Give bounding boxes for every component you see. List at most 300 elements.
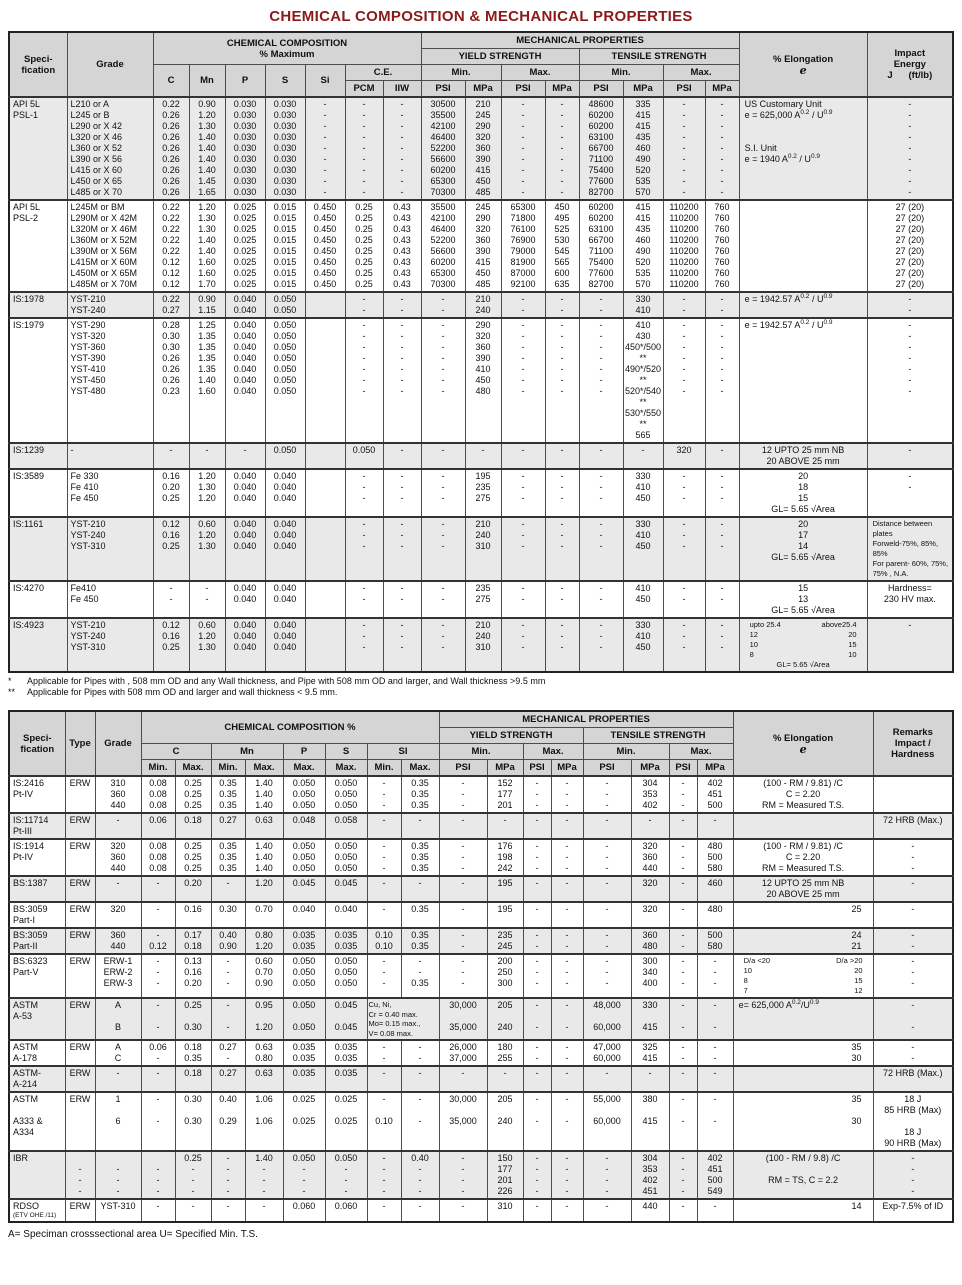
cell-ts_max_mpa: - -: [697, 1040, 733, 1066]
cell-grades: -: [95, 813, 141, 839]
cell-specification: BS:3059 Part-II: [9, 928, 65, 954]
cell-ys_max_mpa: - -: [551, 1040, 583, 1066]
cell-ys_min_mpa: 200 250 300: [487, 954, 523, 998]
cell-ts_max_mpa: - -: [697, 998, 733, 1040]
page-footer: A= Speciman crosssectional area U= Specified Min. T.S.: [8, 1229, 258, 1240]
cell-ys_max_mpa: -: [551, 902, 583, 928]
cell-ts_min_psi: 48,000 60,000: [583, 998, 631, 1040]
cell-mn_min: - -: [211, 998, 245, 1040]
cell-ys_min_mpa: 180 255: [487, 1040, 523, 1066]
cell-impact: - - - - - - - - -: [867, 97, 953, 200]
cell-ts_max_mpa: 402 451 500 549: [697, 1151, 733, 1199]
th-si: Si: [305, 65, 345, 98]
cell-ts_min_mpa: 320: [631, 902, 669, 928]
cell-pcm: - - - - - - - - -: [345, 97, 383, 200]
table-row: [9, 902, 953, 928]
cell-ys_max_mpa: -: [551, 1199, 583, 1222]
cell-si_min: - -: [367, 1040, 401, 1066]
cell-p_max: 0.045: [283, 876, 325, 902]
cell-c_min: -: [141, 876, 175, 902]
cell-elongation: e= 625,000 $A^{0.2}/U^{0.9}$: [733, 998, 873, 1040]
cell-grades: YST-210 YST-240: [67, 292, 153, 318]
cell-ys_min_psi: - - - - - - -: [421, 318, 465, 443]
th-min: Min.: [211, 760, 245, 777]
cell-ts_max_psi: -: [669, 1066, 697, 1092]
cell-ts_min_psi: - - -: [579, 618, 623, 672]
th-mpa: MPa: [545, 81, 579, 98]
cell-remarks: - - -: [873, 839, 953, 876]
table-row: [9, 813, 953, 839]
cell-ys_min_mpa: 176 198 242: [487, 839, 523, 876]
cell-p_max: 0.035 0.035: [283, 1040, 325, 1066]
cell-ts_min_psi: -: [583, 902, 631, 928]
cell-elongation: 25: [733, 902, 873, 928]
cell-si: [305, 618, 345, 672]
cell-s_max: 0.050 0.050 0.050: [325, 954, 367, 998]
table-row: [9, 954, 953, 998]
cell-p_max: 0.060: [283, 1199, 325, 1222]
cell-p: 0.040 0.040 0.040: [225, 618, 265, 672]
table-row: [9, 581, 953, 618]
cell-elongation: 15 13 GL= 5.65 √Area: [739, 581, 867, 618]
page-title: CHEMICAL COMPOSITION & MECHANICAL PROPERTIES: [269, 8, 693, 25]
cell-ys_min_mpa: -: [487, 1066, 523, 1092]
cell-c: - -: [153, 581, 189, 618]
cell-specification: API 5L PSL-1: [9, 97, 67, 200]
cell-ts_min_psi: - - - - - - -: [579, 318, 623, 443]
cell-pcm: 0.050: [345, 443, 383, 469]
cell-ys_min_psi: - - -: [421, 469, 465, 517]
cell-ys_max_psi: - - -: [501, 517, 545, 581]
cell-ys_max_psi: 65300 71800 76100 76900 79000 81900 87000 92100: [501, 200, 545, 292]
cell-grades: - - -: [95, 1151, 141, 1199]
table-row: [9, 443, 953, 469]
cell-ys_max_mpa: - - -: [545, 469, 579, 517]
cell-ys_max_mpa: -: [551, 876, 583, 902]
cell-ts_max_psi: - -: [669, 998, 697, 1040]
cell-specification: IS:2416 Pt-IV: [9, 776, 65, 813]
cell-s: 0.015 0.015 0.015 0.015 0.015 0.015 0.015 0.015: [265, 200, 305, 292]
cell-p_max: 0.050 0.050 0.050: [283, 839, 325, 876]
cell-s: 0.040 0.040: [265, 581, 305, 618]
cell-pcm: - -: [345, 581, 383, 618]
cell-ys_min_psi: - - -: [439, 776, 487, 813]
cell-remarks: [873, 776, 953, 813]
cell-s_max: 0.040: [325, 902, 367, 928]
cell-mn: 1.20 1.30 1.20: [189, 469, 225, 517]
th-max: Max.: [245, 760, 283, 777]
cell-ts_min_psi: -: [583, 876, 631, 902]
cell-ts_min_mpa: 440: [631, 1199, 669, 1222]
cell-ys_max_mpa: -: [551, 1066, 583, 1092]
table-row: [9, 618, 953, 672]
cell-c_max: 0.25 0.25 0.25: [175, 839, 211, 876]
cell-specification: IS:1979: [9, 318, 67, 443]
cell-impact: -: [867, 443, 953, 469]
th-mechanical-properties: MECHANICAL PROPERTIES: [421, 32, 739, 49]
cell-type: ERW: [65, 1066, 95, 1092]
cell-ts_max_psi: 320: [663, 443, 705, 469]
footnote-mark: **: [8, 687, 16, 697]
cell-ys_max_psi: - - - - - - - - -: [501, 97, 545, 200]
cell-si_min: - 0.10: [367, 1092, 401, 1151]
cell-iiw: -: [383, 443, 421, 469]
cell-mn_max: 1.40 1.40 1.40: [245, 776, 283, 813]
cell-grades: ERW-1 ERW-2 ERW-3: [95, 954, 141, 998]
cell-ts_max_psi: -: [669, 813, 697, 839]
th-tensile-max: Max.: [663, 65, 739, 81]
cell-ts_max_mpa: - - -: [697, 954, 733, 998]
cell-remarks: - - -: [873, 954, 953, 998]
th-mpa: MPa: [705, 81, 739, 98]
cell-c_min: 0.06: [141, 813, 175, 839]
cell-ys_max_psi: - - -: [501, 618, 545, 672]
th-type: Type: [65, 711, 95, 776]
cell-c_min: - -: [141, 1092, 175, 1151]
cell-ys_max_psi: - - -: [523, 776, 551, 813]
cell-type: ERW: [65, 902, 95, 928]
table-row: [9, 517, 953, 581]
cell-ys_min_mpa: 210 240 310: [465, 517, 501, 581]
cell-s: 0.040 0.040 0.040: [265, 469, 305, 517]
cell-mn: 0.60 1.20 1.30: [189, 618, 225, 672]
cell-ys_max_psi: - - - -: [523, 1151, 551, 1199]
cell-ys_min_mpa: 195: [487, 876, 523, 902]
cell-ys_min_psi: - - -: [439, 954, 487, 998]
cell-ys_min_psi: - -: [421, 292, 465, 318]
cell-ys_min_mpa: -: [487, 813, 523, 839]
table-row: [9, 200, 953, 292]
cell-ys_min_mpa: 290 320 360 390 410 450 480: [465, 318, 501, 443]
cell-ys_max_psi: -: [523, 876, 551, 902]
cell-mn_max: -: [245, 1199, 283, 1222]
th-tensile-min: Min.: [583, 744, 669, 760]
cell-si-note: Cu, Ni, Cr = 0.40 max. Mo= 0.15 max., V= 0.08 max.: [367, 998, 439, 1040]
cell-ys_min_psi: - - -: [421, 517, 465, 581]
cell-mn_min: - - -: [211, 954, 245, 998]
table-row: [9, 839, 953, 876]
cell-pcm: - - -: [345, 517, 383, 581]
cell-s_max: 0.035: [325, 1066, 367, 1092]
cell-ys_min_psi: - -: [421, 581, 465, 618]
footnote-text: Applicable for Pipes with 508 mm OD and larger and wall thickness < 9.5 mm.: [27, 687, 338, 697]
cell-ys_max_psi: - - - - - - -: [501, 318, 545, 443]
footnote-2: [8, 687, 954, 698]
cell-p_max: 0.050 - - -: [283, 1151, 325, 1199]
cell-elongation: [733, 813, 873, 839]
cell-remarks: - - - -: [873, 1151, 953, 1199]
cell-pcm: - - -: [345, 469, 383, 517]
cell-elongation: (100 - RM / 9.8) /C RM = TS, C = 2.2: [733, 1151, 873, 1199]
cell-ts_min_mpa: 410 450: [623, 581, 663, 618]
cell-remarks: 72 HRB (Max.): [873, 813, 953, 839]
cell-ts_min_psi: 48600 60200 60200 63100 66700 71100 75400 77600 82700: [579, 97, 623, 200]
cell-s_max: 0.050 - - -: [325, 1151, 367, 1199]
cell-grades: YST-210 YST-240 YST-310: [67, 517, 153, 581]
cell-ts_min_mpa: -: [631, 1066, 669, 1092]
cell-si_min: -: [367, 876, 401, 902]
cell-s_max: 0.050 0.050 0.050: [325, 776, 367, 813]
cell-iiw: 0.43 0.43 0.43 0.43 0.43 0.43 0.43 0.43: [383, 200, 421, 292]
cell-p: 0.040 0.040 0.040: [225, 517, 265, 581]
cell-p_max: 0.035: [283, 1066, 325, 1092]
cell-impact: Distance between plates Forweld-75%, 85%, 85% For parent- 60%, 75%, 75% , N.A.: [867, 517, 953, 581]
cell-mn_min: 0.40 0.90: [211, 928, 245, 954]
table-row: [9, 1040, 953, 1066]
cell-s_max: 0.058: [325, 813, 367, 839]
cell-ts_min_mpa: 330 410 450: [623, 469, 663, 517]
cell-ts_max_psi: -: [669, 1199, 697, 1222]
cell-mn_min: -: [211, 1199, 245, 1222]
cell-c_min: 0.08 0.08 0.08: [141, 776, 175, 813]
cell-si_min: - - -: [367, 954, 401, 998]
cell-grades: YST-290 YST-320 YST-360 YST-390 YST-410 YST-450 YST-480: [67, 318, 153, 443]
cell-mn: -: [189, 443, 225, 469]
cell-ys_min_mpa: 195: [487, 902, 523, 928]
cell-ts_max_mpa: 480 500 580: [697, 839, 733, 876]
cell-ys_max_psi: - -: [501, 292, 545, 318]
cell-specification: ASTM A-178: [9, 1040, 65, 1066]
cell-si: [305, 469, 345, 517]
cell-c: 0.22 0.26 0.26 0.26 0.26 0.26 0.26 0.26 0.26: [153, 97, 189, 200]
cell-ts_max_psi: -: [669, 876, 697, 902]
cell-ts_max_mpa: 760 760 760 760 760 760 760 760: [705, 200, 739, 292]
th-mpa: MPa: [631, 760, 669, 777]
table2-header: [9, 711, 953, 776]
cell-mn_max: 0.70: [245, 902, 283, 928]
cell-mn: 1.20 1.30 1.30 1.40 1.40 1.60 1.60 1.70: [189, 200, 225, 292]
cell-elongation: [733, 1066, 873, 1092]
cell-specification: ASTM- A-214: [9, 1066, 65, 1092]
cell-ts_max_mpa: 460: [697, 876, 733, 902]
table-row: [9, 928, 953, 954]
cell-mn_max: 0.63: [245, 1066, 283, 1092]
cell-type: - - -: [65, 1151, 95, 1199]
footnote-text: Applicable for Pipes with , 508 mm OD and any Wall thickness, and Pipe with 508 mm OD and larger, and Wall thickness >9.5 mm: [27, 676, 546, 686]
cell-specification: ASTM A333 & A334: [9, 1092, 65, 1151]
cell-type: ERW: [65, 876, 95, 902]
cell-s: 0.050 0.050: [265, 292, 305, 318]
cell-ts_max_mpa: - -: [705, 292, 739, 318]
cell-ts_min_mpa: -: [631, 813, 669, 839]
cell-ts_max_mpa: - -: [697, 1092, 733, 1151]
cell-ts_min_psi: 55,000 60,000: [583, 1092, 631, 1151]
cell-grades: A B: [95, 998, 141, 1040]
cell-remarks: - -: [873, 1040, 953, 1066]
cell-remarks: - -: [873, 998, 953, 1040]
table-row: [9, 998, 953, 1040]
cell-mn: 0.90 1.15: [189, 292, 225, 318]
cell-ys_min_psi: 30,000 35,000: [439, 998, 487, 1040]
cell-p: 0.030 0.030 0.030 0.030 0.030 0.030 0.030 0.030 0.030: [225, 97, 265, 200]
cell-ys_max_mpa: - -: [545, 292, 579, 318]
cell-c: 0.12 0.16 0.25: [153, 618, 189, 672]
cell-mn_max: 1.06 1.06: [245, 1092, 283, 1151]
cell-ts_max_mpa: -: [697, 1066, 733, 1092]
cell-ys_max_mpa: - - -: [551, 954, 583, 998]
cell-c_max: 0.18: [175, 1066, 211, 1092]
cell-ts_min_mpa: 320: [631, 876, 669, 902]
th-c: C: [153, 65, 189, 98]
cell-ts_min_mpa: 335 415 415 435 460 490 520 535 570: [623, 97, 663, 200]
cell-ys_max_mpa: -: [545, 443, 579, 469]
cell-ts_min_psi: - - -: [579, 517, 623, 581]
cell-ys_max_mpa: - -: [551, 928, 583, 954]
table1-header: [9, 32, 953, 97]
cell-iiw: - - -: [383, 618, 421, 672]
th-ce: C.E.: [345, 65, 421, 81]
th-elongation: % Elongation e: [733, 711, 873, 776]
cell-grades: YST-210 YST-240 YST-310: [67, 618, 153, 672]
cell-c: 0.22 0.27: [153, 292, 189, 318]
cell-specification: IS:4270: [9, 581, 67, 618]
cell-ts_min_mpa: 330 410: [623, 292, 663, 318]
th-mpa: MPa: [465, 81, 501, 98]
cell-ts_min_psi: -: [583, 1199, 631, 1222]
cell-si_max: - -: [401, 1040, 439, 1066]
cell-type: ERW: [65, 839, 95, 876]
cell-ys_max_psi: -: [501, 443, 545, 469]
cell-grades: 320 360 440: [95, 839, 141, 876]
cell-grades: Fe410 Fe 450: [67, 581, 153, 618]
cell-type: ERW: [65, 928, 95, 954]
cell-p_max: 0.040: [283, 902, 325, 928]
cell-ts_min_psi: - - -: [583, 839, 631, 876]
cell-s_max: 0.045: [325, 876, 367, 902]
cell-grades: A C: [95, 1040, 141, 1066]
footnote-mark: *: [8, 676, 12, 686]
cell-type: ERW: [65, 776, 95, 813]
cell-mn: 0.60 1.20 1.30: [189, 517, 225, 581]
cell-ys_min_mpa: 235 275: [465, 581, 501, 618]
th-tensile-strength: TENSILE STRENGTH: [583, 728, 733, 744]
cell-ts_max_mpa: - - -: [705, 517, 739, 581]
cell-p_max: 0.050 0.050 0.050: [283, 776, 325, 813]
cell-specification: BS:1387: [9, 876, 65, 902]
cell-iiw: - - - - - - -: [383, 318, 421, 443]
th-mpa: MPa: [487, 760, 523, 777]
cell-si_min: -: [367, 902, 401, 928]
cell-impact: - -: [867, 469, 953, 517]
cell-si_max: - - 0.35: [401, 954, 439, 998]
table-row: [9, 1199, 953, 1222]
cell-specification: ASTM A-53: [9, 998, 65, 1040]
cell-remarks: Exp-7.5% of ID: [873, 1199, 953, 1222]
cell-ys_min_mpa: 245 290 320 360 390 415 450 485: [465, 200, 501, 292]
cell-si_max: -: [401, 813, 439, 839]
cell-ys_min_psi: -: [421, 443, 465, 469]
cell-ts_max_mpa: - - - - - - - - -: [705, 97, 739, 200]
th-mechanical-properties: MECHANICAL PROPERTIES: [439, 711, 733, 728]
cell-ys_min_psi: -: [439, 902, 487, 928]
cell-si: [305, 581, 345, 618]
cell-ts_max_mpa: - - -: [705, 618, 739, 672]
cell-s_max: 0.035 0.035: [325, 928, 367, 954]
cell-mn_min: 0.27: [211, 813, 245, 839]
cell-ys_max_psi: - -: [523, 1092, 551, 1151]
cell-ys_max_psi: -: [523, 1199, 551, 1222]
cell-ys_min_psi: - - -: [421, 618, 465, 672]
cell-mn_min: 0.27: [211, 1066, 245, 1092]
cell-mn_min: 0.27 -: [211, 1040, 245, 1066]
cell-elongation: D/a <20 D/a >20 10 20 8 15 7 12: [733, 954, 873, 998]
table-row: [9, 876, 953, 902]
cell-specification: API 5L PSL-2: [9, 200, 67, 292]
th-p: P: [225, 65, 265, 98]
table2: [8, 710, 954, 1223]
cell-ts_max_psi: - - -: [663, 618, 705, 672]
th-elongation: % Elongation e: [739, 32, 867, 97]
cell-c_min: 0.06 -: [141, 1040, 175, 1066]
cell-elongation: 35 30: [733, 1092, 873, 1151]
cell-c: 0.22 0.22 0.22 0.22 0.22 0.12 0.12 0.12: [153, 200, 189, 292]
cell-ts_min_mpa: 304 353 402 451: [631, 1151, 669, 1199]
cell-specification: BS:6323 Part-V: [9, 954, 65, 998]
cell-ts_min_mpa: 330 415: [631, 998, 669, 1040]
cell-si: [305, 318, 345, 443]
cell-ts_max_mpa: 480: [697, 902, 733, 928]
th-psi: PSI: [579, 81, 623, 98]
th-p: P: [283, 744, 325, 760]
table-row: [9, 1151, 953, 1199]
cell-ts_max_mpa: 500 580: [697, 928, 733, 954]
cell-specification: IS:1239: [9, 443, 67, 469]
cell-ts_min_mpa: 360 480: [631, 928, 669, 954]
cell-mn: - -: [189, 581, 225, 618]
cell-ts_min_psi: - - -: [583, 954, 631, 998]
cell-c_min: - 0.12: [141, 928, 175, 954]
th-mn: Mn: [189, 65, 225, 98]
cell-c_max: 0.25 0.30: [175, 998, 211, 1040]
cell-c_min: -: [141, 1066, 175, 1092]
cell-ys_min_mpa: 205 240: [487, 1092, 523, 1151]
cell-si_max: 0.35 0.35 0.35: [401, 776, 439, 813]
cell-specification: IS:3589: [9, 469, 67, 517]
cell-ts_max_psi: - - - -: [669, 1151, 697, 1199]
th-yield-max: Max.: [523, 744, 583, 760]
cell-type: ERW: [65, 998, 95, 1040]
cell-elongation: [739, 200, 867, 292]
cell-ys_max_mpa: -: [551, 813, 583, 839]
cell-ys_max_mpa: 450 495 525 530 545 565 600 635: [545, 200, 579, 292]
cell-ts_max_psi: - -: [669, 1092, 697, 1151]
th-specification: Speci- fication: [9, 711, 65, 776]
cell-s_max: 0.045 0.045: [325, 998, 367, 1040]
cell-c_max: 0.18: [175, 813, 211, 839]
th-mpa: MPa: [697, 760, 733, 777]
cell-ts_max_psi: - - - - - - -: [663, 318, 705, 443]
table2-body: [9, 776, 953, 1222]
cell-ys_min_mpa: 210 240 310: [465, 618, 501, 672]
th-mpa: MPa: [623, 81, 663, 98]
cell-si_max: -: [401, 1066, 439, 1092]
table-row: [9, 318, 953, 443]
cell-si_max: 0.40 - - -: [401, 1151, 439, 1199]
th-specification: Speci- fication: [9, 32, 67, 97]
cell-ys_min_mpa: 205 240: [487, 998, 523, 1040]
cell-si: [305, 517, 345, 581]
cell-elongation: e = 1942.57 $A^{0.2} / U^{0.9}$: [739, 318, 867, 443]
cell-elongation: US Customary Unit e = 625,000 $A^{0.2} / U^{0.9}$ S.I. Unit e = 1940 $A^{0.2} / U^{0.9}$: [739, 97, 867, 200]
cell-mn_min: - - - -: [211, 1151, 245, 1199]
cell-c: 0.28 0.30 0.30 0.26 0.26 0.26 0.23: [153, 318, 189, 443]
cell-ts_min_mpa: 300 340 400: [631, 954, 669, 998]
cell-elongation: 35 30: [733, 1040, 873, 1066]
cell-ys_max_psi: - - -: [501, 469, 545, 517]
cell-ys_min_mpa: -: [465, 443, 501, 469]
cell-ts_max_psi: - -: [669, 928, 697, 954]
cell-specification: RDSO (ETV OHE /11): [9, 1199, 65, 1222]
